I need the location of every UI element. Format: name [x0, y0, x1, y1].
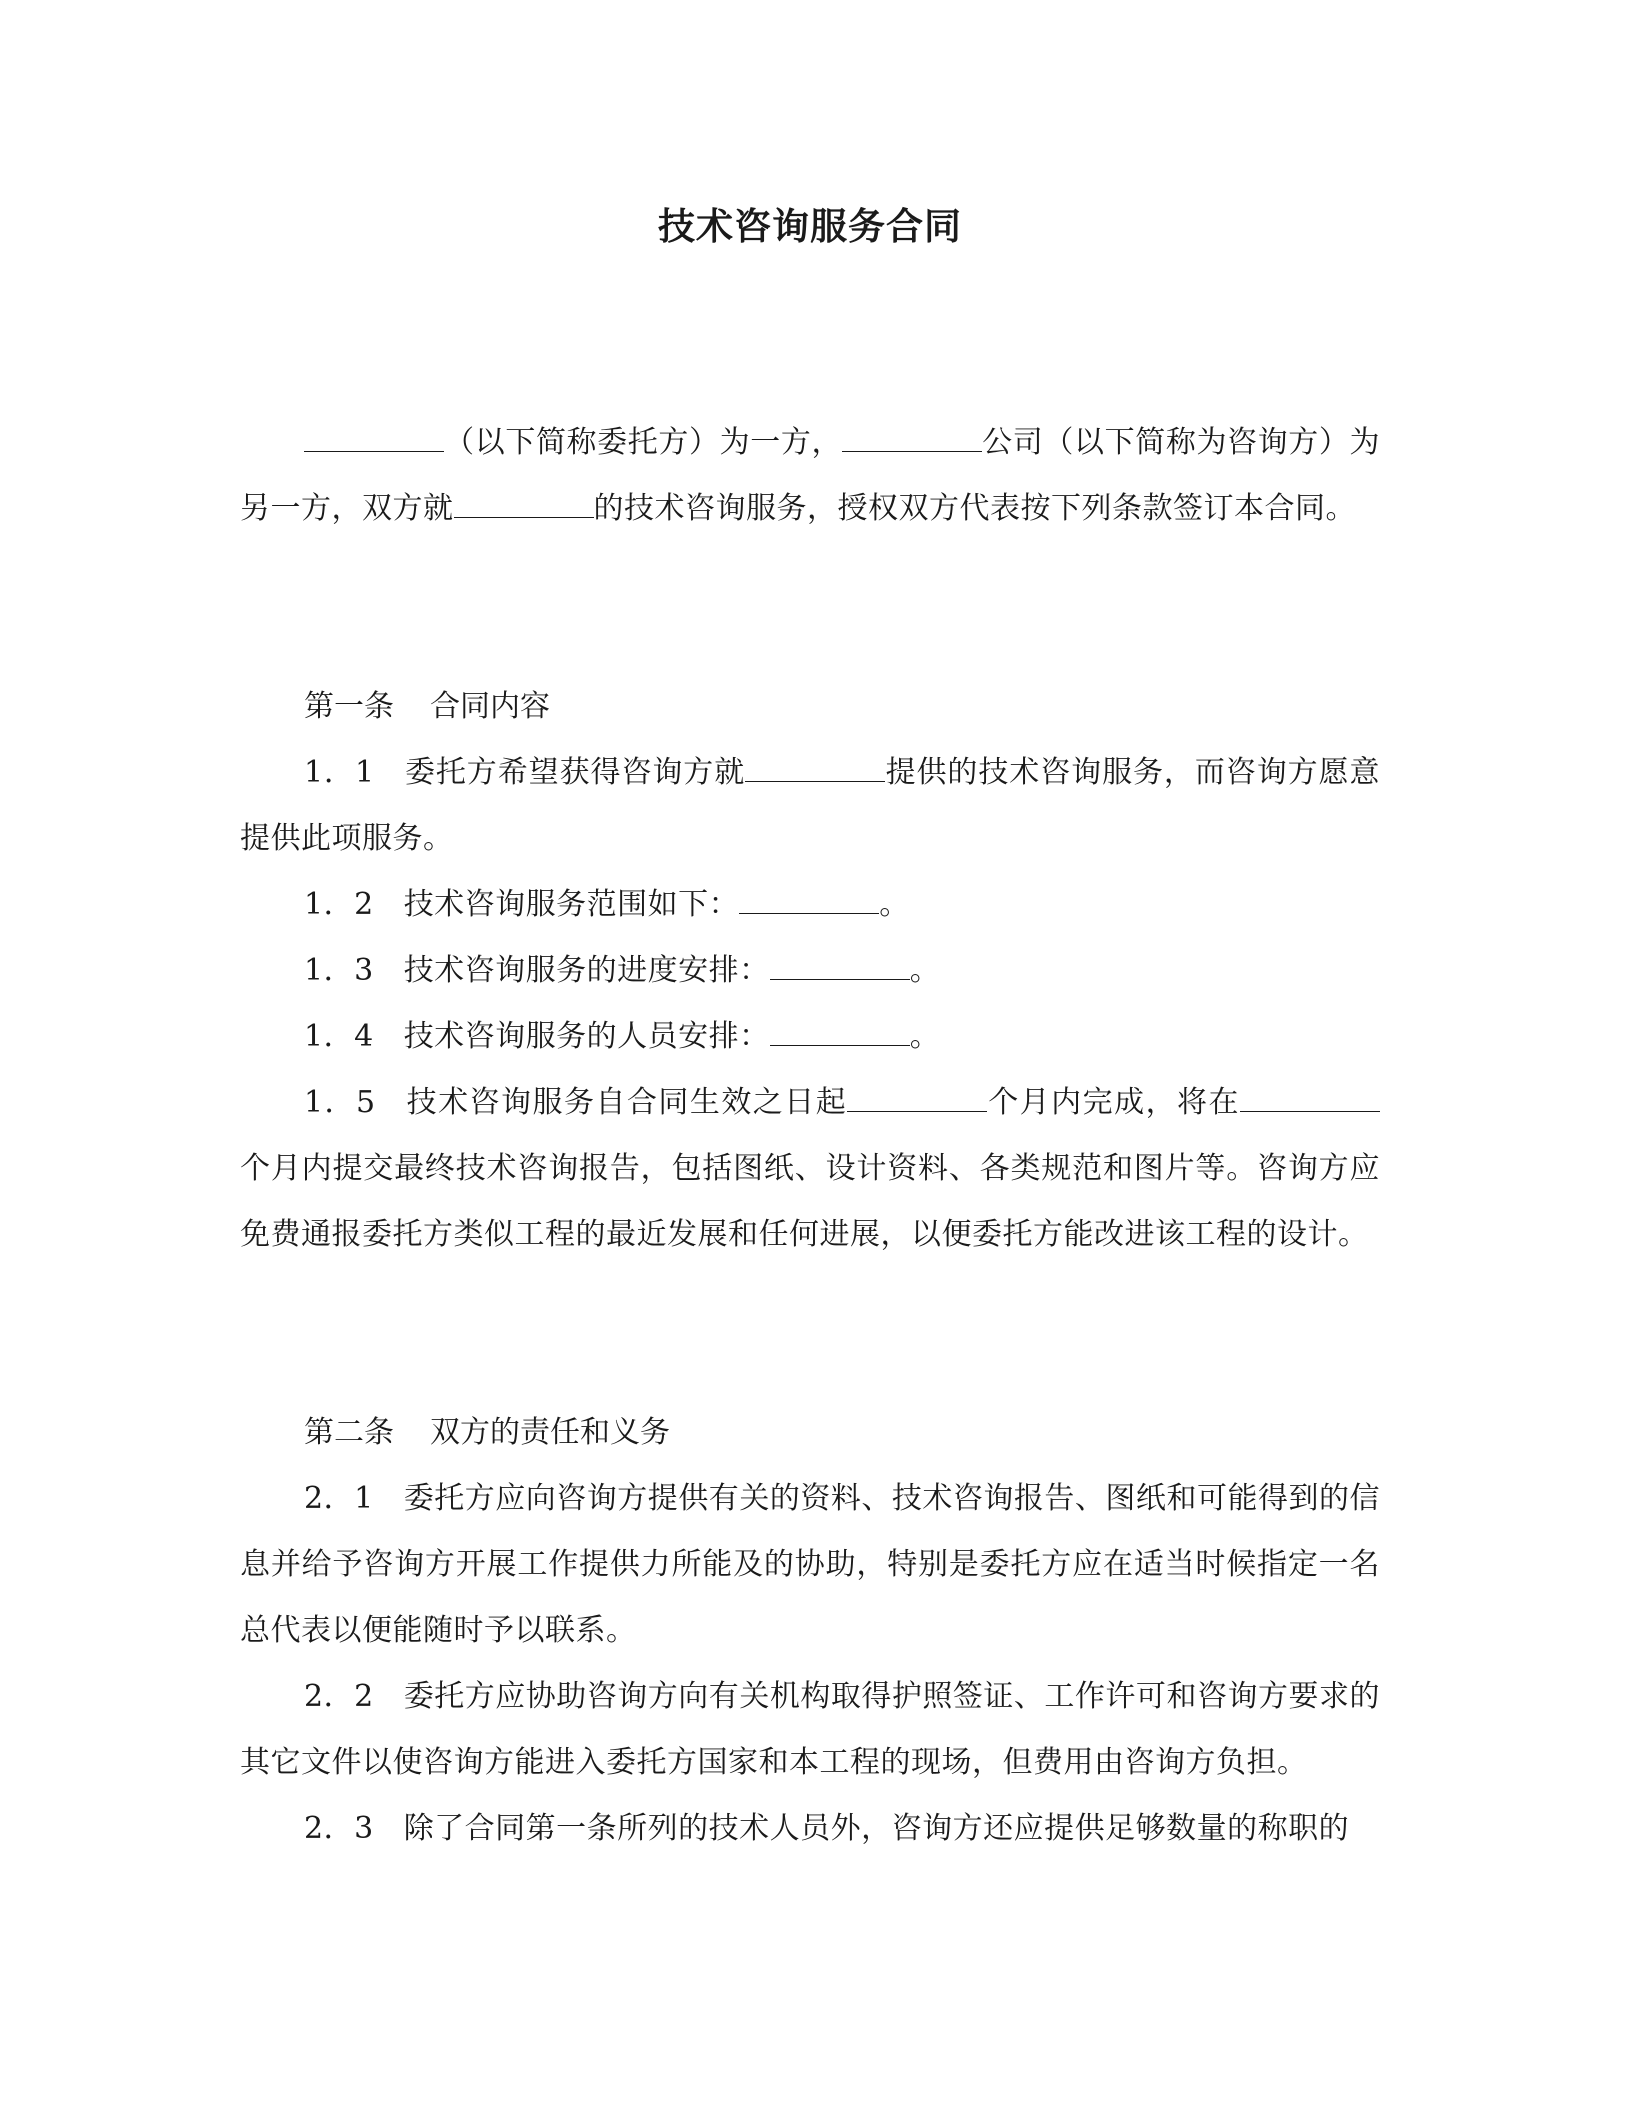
blank-1-1 [745, 755, 885, 782]
blank-1-4 [770, 1019, 910, 1046]
blank-1-5-months [847, 1085, 987, 1112]
clause-2-2: 2．2 委托方应协助咨询方向有关机构取得护照签证、工作许可和咨询方要求的其它文件以使咨询方能进入委托方国家和本工程的现场，但费用由咨询方负担。 [240, 1679, 1380, 1780]
clause-2-3: 2．3 除了合同第一条所列的技术人员外，咨询方还应提供足够数量的称职的 [304, 1811, 1350, 1846]
article-1-heading: 第一条 合同内容 [304, 689, 550, 724]
intro-paragraph: （以下简称委托方）为一方， 公司（以下简称为咨询方）为另一方，双方就 的技术咨询服务，授权双方代表按下列条款签订本合同。 [240, 425, 1381, 526]
blank-1-2 [739, 887, 879, 914]
document-page [240, 0, 1380, 2112]
blank-client-name [304, 425, 444, 452]
clause-1-3: 1．3 技术咨询服务的进度安排： 。 [304, 953, 941, 988]
blank-1-3 [770, 953, 910, 980]
clause-1-2: 1．2 技术咨询服务范围如下： 。 [304, 887, 910, 922]
clause-1-1: 1．1 委托方希望获得咨询方就 提供的技术咨询服务，而咨询方愿意提供此项服务。 [240, 755, 1380, 856]
clause-1-4: 1．4 技术咨询服务的人员安排： 。 [304, 1019, 941, 1054]
clause-2-1: 2．1 委托方应向咨询方提供有关的资料、技术咨询报告、图纸和可能得到的信息并给予咨询方开展工作提供力所能及的协助，特别是委托方应在适当时候指定一名总代表以便能随时予以联系。 [240, 1481, 1380, 1648]
blank-project-name [454, 491, 594, 518]
document-title: 技术咨询服务合同 [658, 204, 962, 248]
clause-1-5: 1．5 技术咨询服务自合同生效之日起 个月内完成，将在个月内提交最终技术咨询报告，包括图纸、设计资料、各类规范和图片等。咨询方应免费通报委托方类似工程的最近发展和任何进展，以便委托方能改进该工程的设计。 [240, 1085, 1380, 1252]
blank-1-5-report [1240, 1085, 1380, 1112]
blank-consultant-name [842, 425, 982, 452]
article-2-heading: 第二条 双方的责任和义务 [304, 1415, 670, 1450]
